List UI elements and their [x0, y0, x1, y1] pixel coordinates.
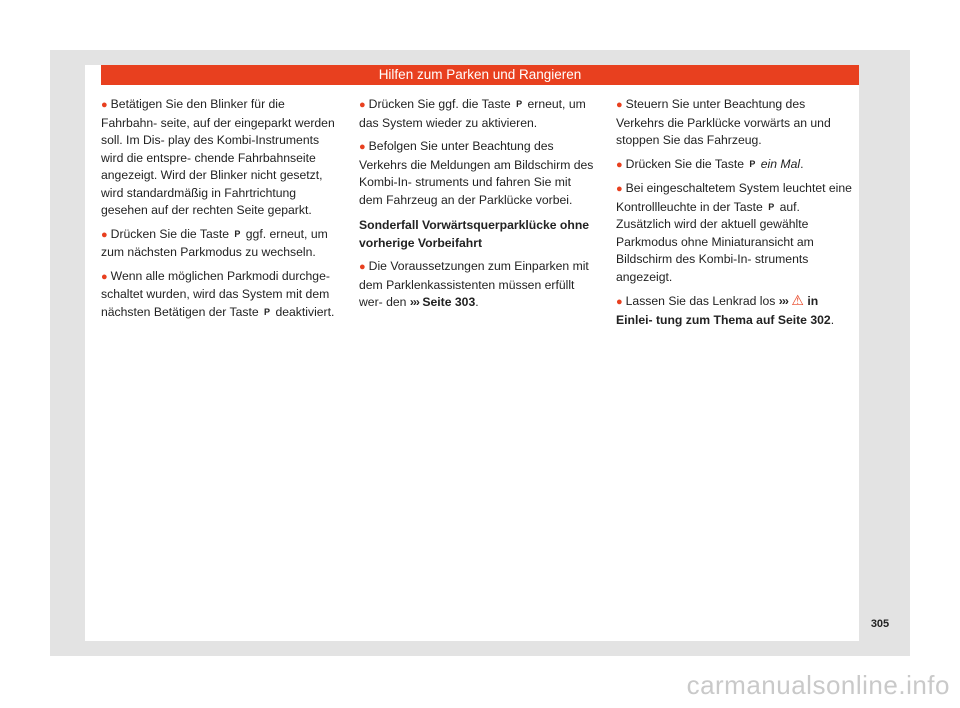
list-item: ● Betätigen Sie den Blinker für die Fahrbahn- seite, auf der eingeparkt werden soll. Im Dis- play des Kombi-Instruments wird die entspre- chende Fahrbahnseite angezeigt. Wird der Blinker nicht gesetzt, wird standardmäßig in Fahrtrichtung gesehen auf der rechten Seite geparkt.: [101, 97, 335, 217]
parking-key-icon: P: [516, 99, 523, 109]
bullet-icon: ●: [359, 141, 366, 153]
bullet-icon: ●: [101, 228, 108, 241]
list-item: ● Die Voraussetzungen zum Einparken mit dem Parklenkassistenten müssen erfüllt wer- den ››› Seite 303.: [359, 259, 589, 309]
list-item: ● Drücken Sie ggf. die Taste P erneut, um das System wieder zu aktivieren.: [359, 97, 586, 130]
bullet-icon: ●: [359, 99, 366, 111]
bullet-icon: ●: [616, 158, 623, 171]
watermark: carmanualsonline.info: [686, 670, 950, 700]
page-reference-link[interactable]: Seite 303: [422, 295, 476, 309]
list-item: ● Wenn alle möglichen Parkmodi durchge- schaltet wurden, wird das System mit dem nächsten Betätigen der Taste P deaktiviert.: [101, 268, 335, 319]
list-item: ● Steuern Sie unter Beachtung des Verkehrs die Parklücke vorwärts an und stoppen Sie das Fahrzeug.: [616, 97, 831, 147]
parking-key-icon: P: [234, 228, 241, 239]
warning-icon: ⚠: [791, 292, 804, 308]
bullet-icon: ●: [616, 296, 623, 308]
page-number: 305: [870, 618, 890, 630]
bullet-icon: ●: [101, 99, 108, 111]
page-reference-link[interactable]: in Einlei- tung zum Thema auf Seite 302: [616, 294, 831, 327]
text-column-3: [616, 96, 852, 335]
subheading: Sonderfall Vorwärtsquerparklücke ohne vorherige Vorbeifahrt: [359, 218, 590, 250]
bullet-icon: ●: [616, 183, 623, 195]
reference-arrows-icon: ›››: [409, 295, 419, 309]
list-item: ● Drücken Sie die Taste P ein Mal.: [616, 156, 804, 171]
reference-arrows-icon: ›››: [778, 294, 788, 308]
bullet-icon: ●: [359, 261, 366, 273]
text-column-1: [101, 96, 337, 327]
list-item: ● Bei eingeschaltetem System leuchtet eine Kontrollleuchte in der Taste P auf. Zusätzlich wird der aktuell gewählte Parkmodus ohne Miniaturansicht am Bildschirm des Kombi-In- struments angezeigt.: [616, 181, 852, 284]
list-item: ● Lassen Sie das Lenkrad los ››› ⚠ in Einlei- tung zum Thema auf Seite 302.: [616, 292, 835, 327]
text-column-2: [359, 96, 595, 318]
parking-key-icon: P: [768, 201, 775, 212]
parking-key-icon: P: [749, 158, 756, 169]
section-header: Hilfen zum Parken und Rangieren: [101, 65, 859, 85]
parking-key-icon: P: [264, 306, 271, 317]
list-item: ● Drücken Sie die Taste P ggf. erneut, um zum nächsten Parkmodus zu wechseln.: [101, 226, 328, 259]
list-item: ● Befolgen Sie unter Beachtung des Verkehrs die Meldungen am Bildschirm des Kombi-In- struments und fahren Sie mit dem Fahrzeug an der Parklücke vorbei.: [359, 139, 594, 207]
bullet-icon: ●: [101, 270, 108, 283]
bullet-icon: ●: [616, 99, 623, 111]
